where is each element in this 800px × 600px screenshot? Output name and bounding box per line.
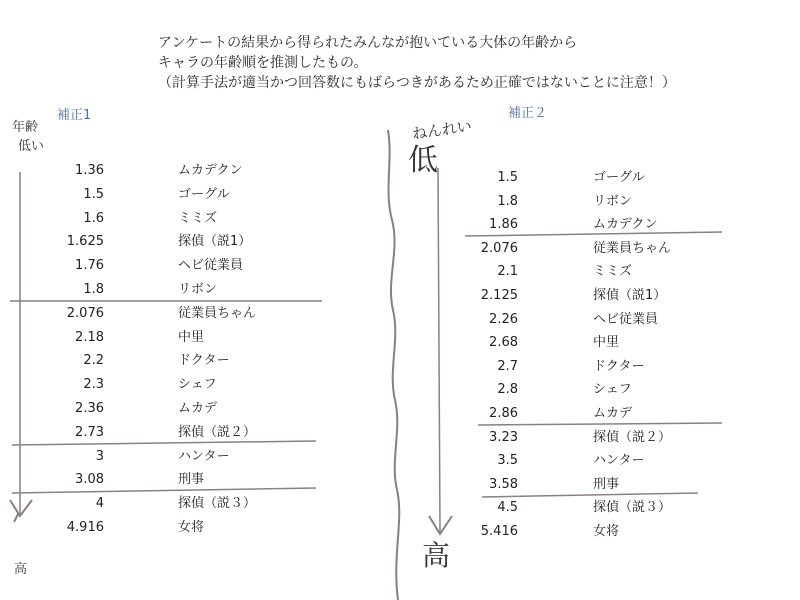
left-divider-3 <box>12 488 316 493</box>
row-character-name: シェフ <box>593 382 632 398</box>
right-wavy-divider <box>388 130 399 600</box>
row-character-name: シェフ <box>178 377 217 393</box>
row-character-name: 女将 <box>178 520 205 535</box>
row-value: 2.68 <box>489 335 518 351</box>
row-value: 1.36 <box>75 163 104 178</box>
row-character-name: 探偵（説1） <box>178 234 252 250</box>
row-character-name: 従業員ちゃん <box>178 305 257 321</box>
row-character-name: 探偵（説３） <box>178 496 257 512</box>
right-axis-bottom-label: 高 <box>422 539 451 572</box>
row-value: 2.7 <box>497 358 518 374</box>
row-character-name: 従業員ちゃん <box>593 240 672 256</box>
row-value: 3.08 <box>75 472 104 488</box>
row-value: 2.26 <box>489 311 518 327</box>
row-character-name: 中里 <box>178 329 205 345</box>
row-character-name: ムカデ <box>178 401 218 416</box>
row-value: 2.18 <box>75 329 104 345</box>
row-character-name: ミミズ <box>178 210 218 226</box>
row-value: 1.8 <box>83 282 104 297</box>
right-axis-top-label: ねんれい <box>410 116 473 144</box>
row-character-name: ヘビ従業員 <box>178 258 244 274</box>
row-character-name: ムカデクン <box>593 217 658 233</box>
left-arrow-head <box>10 500 32 522</box>
left-axis-top-label-2: 低い <box>18 139 45 154</box>
row-value: 2.73 <box>75 424 104 440</box>
right-axis-top-label-2: 低 <box>408 143 438 178</box>
row-value: 2.8 <box>497 382 518 398</box>
row-value: 1.6 <box>83 210 104 226</box>
row-value: 3.58 <box>489 476 518 492</box>
row-value: 1.625 <box>66 234 104 250</box>
row-value: 3.5 <box>497 453 518 469</box>
row-value: 1.86 <box>489 217 518 233</box>
row-value: 2.86 <box>489 406 518 421</box>
left-divider-2 <box>12 441 316 445</box>
right-divider-1 <box>465 232 722 236</box>
row-value: 2.076 <box>480 240 518 256</box>
right-divider-2 <box>478 423 722 425</box>
row-character-name: ムカデクン <box>178 163 243 178</box>
right-divider-3 <box>482 493 698 497</box>
row-character-name: ゴーグル <box>178 186 230 202</box>
left-section-label: 補正1 <box>57 108 92 123</box>
row-value: 2.3 <box>83 377 104 393</box>
row-value: 2.076 <box>66 305 104 321</box>
row-character-name: 探偵（説２） <box>178 424 257 440</box>
row-value: 3 <box>95 448 104 464</box>
row-value: 1.76 <box>75 258 104 274</box>
row-character-name: ムカデ <box>593 406 633 421</box>
row-character-name: ミミズ <box>593 264 633 280</box>
row-value: 4.916 <box>66 520 104 535</box>
row-character-name: リボン <box>178 282 218 297</box>
left-axis-top-label: 年齢 <box>12 120 39 135</box>
row-value: 1.8 <box>497 193 518 209</box>
row-character-name: 女将 <box>593 524 620 539</box>
row-value: 4.5 <box>497 500 518 516</box>
row-value: 2.1 <box>497 264 518 280</box>
left-axis-bottom-label: 高 <box>14 562 28 577</box>
row-character-name: ドクター <box>178 353 230 369</box>
row-character-name: ヘビ従業員 <box>593 311 659 327</box>
row-value: 2.2 <box>83 353 104 369</box>
row-value: 2.36 <box>75 401 104 416</box>
row-character-name: ハンター <box>593 453 645 469</box>
right-section-label: 補正２ <box>508 106 548 121</box>
row-character-name: ハンター <box>178 448 230 464</box>
right-arrow-shaft <box>438 168 440 532</box>
row-character-name: リボン <box>593 193 633 209</box>
row-character-name: ゴーグル <box>593 170 645 185</box>
row-character-name: 刑事 <box>178 472 205 488</box>
row-character-name: 探偵（説1） <box>593 288 667 303</box>
row-value: 1.5 <box>83 186 104 202</box>
row-value: 3.23 <box>489 429 518 445</box>
row-value: 4 <box>95 496 104 512</box>
row-character-name: 探偵（説２） <box>593 429 672 445</box>
row-character-name: ドクター <box>593 358 645 374</box>
intro-line-3: （計算手法が適当かつ回答数にもばらつきがあるため正確ではないことに注意！） <box>158 75 676 91</box>
intro-line-2: キャラの年齢順を推測したもの。 <box>158 55 368 71</box>
row-value: 1.5 <box>497 170 518 185</box>
row-value: 2.125 <box>480 288 518 303</box>
row-character-name: 探偵（説３） <box>593 500 672 516</box>
row-value: 5.416 <box>480 524 518 539</box>
intro-line-1: アンケートの結果から得られたみんなが抱いている大体の年齢から <box>158 35 578 51</box>
row-character-name: 刑事 <box>593 476 620 492</box>
row-character-name: 中里 <box>593 335 620 351</box>
